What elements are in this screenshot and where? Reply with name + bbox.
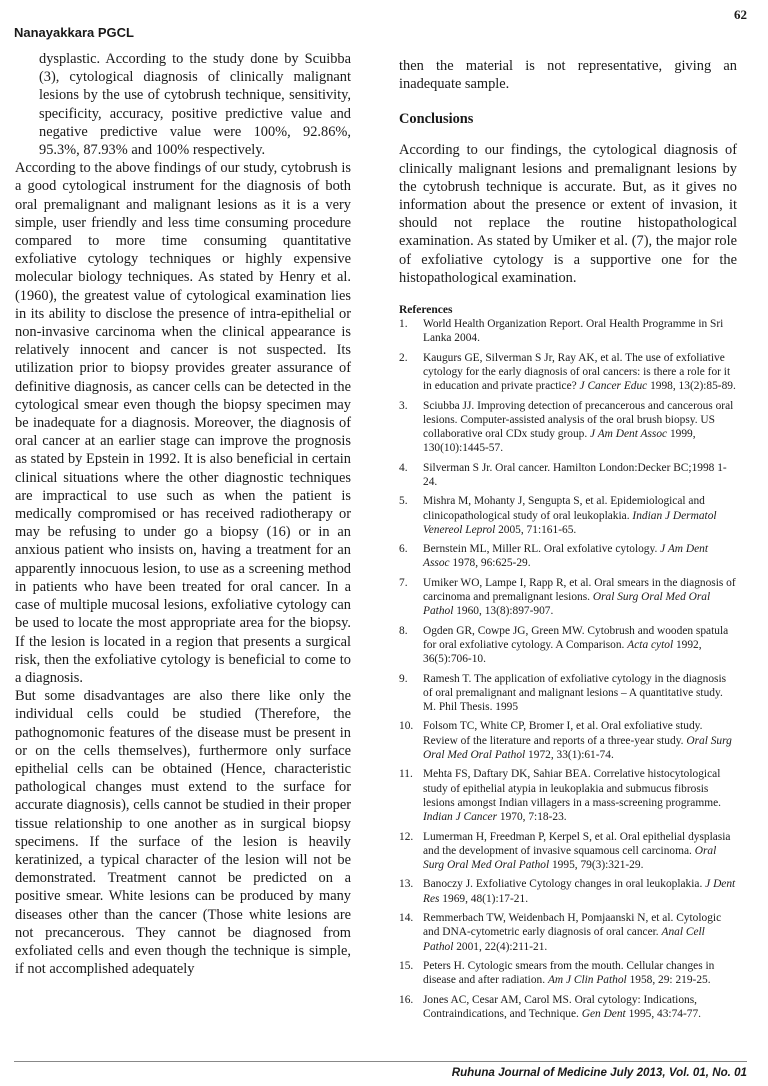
reference-item	[399, 877, 737, 906]
conclusions-heading: Conclusions	[399, 111, 474, 128]
reference-pre: Kaugurs GE, Silverman S Jr, Ray AK, et al. The use of exfoliative cytology for the early diagnosis of oral cancers: is there a role for it in education and private practice?	[423, 351, 731, 393]
reference-item	[399, 672, 737, 715]
reference-number: 7.	[399, 576, 408, 589]
reference-pre: Banoczy J. Exfoliative Cytology changes in oral leukoplakia.	[423, 878, 706, 891]
footer-divider	[14, 1061, 747, 1062]
reference-item	[399, 317, 737, 346]
reference-item	[399, 351, 737, 394]
reference-post: 1998, 13(2):85-89.	[647, 380, 736, 393]
reference-number: 3.	[399, 399, 408, 412]
reference-post: 1978, 96:625-29.	[449, 557, 531, 570]
reference-journal: J Am Dent Assoc	[423, 543, 709, 570]
page-number: 62	[734, 7, 747, 22]
reference-journal: Gen Dent	[581, 1007, 626, 1020]
reference-number: 4.	[399, 461, 408, 474]
reference-number: 6.	[399, 543, 408, 556]
reference-post: 2001, 22(4):211-21.	[453, 940, 548, 953]
reference-text	[423, 542, 737, 571]
reference-item	[399, 624, 737, 667]
reference-journal: J Dent Res	[423, 878, 736, 905]
reference-journal: J Cancer Educ	[579, 380, 648, 393]
reference-journal: Oral Surg Oral Med Oral Pathol	[423, 591, 711, 618]
reference-post: 1972, 33(1):61-74.	[525, 749, 614, 762]
reference-post: 1958, 29: 219-25.	[626, 974, 711, 987]
reference-post: 1995, 79(3):321-29.	[549, 859, 644, 872]
reference-number: 1.	[399, 318, 408, 331]
reference-journal: Acta cytol	[627, 638, 674, 651]
reference-text	[423, 993, 737, 1022]
reference-pre: Mehta FS, Daftary DK, Sahiar BEA. Correlative histocytological study of epithelial atypia in leukoplakia and submucus fibrosis lesions amongst Indian villagers in a mass-screening programme.	[423, 768, 721, 809]
reference-text	[423, 461, 737, 490]
reference-item	[399, 911, 737, 954]
reference-journal: Indian J Dermatol Venereol Leprol	[423, 509, 717, 536]
reference-item	[399, 399, 737, 456]
reference-pre: Remmerbach TW, Weidenbach H, Pomjaanski N, et al. Cytologic and DNA-cytometric early diagnosis of oral cancer.	[423, 912, 722, 939]
right-column	[399, 57, 737, 1026]
journal-footer: Ruhuna Journal of Medicine July 2013, Vol. 01, No. 01	[451, 1066, 747, 1079]
reference-number: 10.	[399, 720, 414, 733]
reference-item	[399, 461, 737, 490]
reference-number: 2.	[399, 351, 408, 364]
continuation-paragraph: then the material is not representative, giving an inadequate sample.	[399, 58, 737, 93]
references-list	[399, 317, 737, 1021]
reference-number: 14.	[399, 912, 414, 925]
reference-text	[423, 830, 737, 873]
reference-text	[423, 767, 737, 824]
reference-pre: Jones AC, Cesar AM, Carol MS. Oral cytology: Indications, Contraindications, and Technique.	[423, 993, 697, 1020]
reference-text	[423, 672, 737, 715]
reference-item	[399, 767, 737, 824]
reference-number: 12.	[399, 830, 414, 843]
reference-number: 15.	[399, 959, 414, 972]
conclusions-paragraph: According to our findings, the cytological diagnosis of clinically malignant lesions and premalignant lesions by the cytobrush technique is accurate. But, as it gives no information about the presence or extent of invasion, it should not replace the routine histopathological examination. As stated by Umiker et al. (7), the major role of exfoliative cytology is a supportive one for the histopathological examination.	[399, 142, 737, 286]
reference-pre: World Health Organization Report. Oral Health Programme in Sri Lanka 2004.	[423, 318, 724, 345]
reference-pre: Ramesh T. The application of exfoliative cytology in the diagnosis of oral premalignant and malignant lesions – A quantitative study. M. Phil Thesis. 1995	[423, 672, 727, 714]
reference-item	[399, 494, 737, 537]
reference-item	[399, 576, 737, 619]
reference-pre: Silverman S Jr. Oral cancer. Hamilton London:Decker BC;1998 1-24.	[423, 461, 727, 488]
reference-item	[399, 719, 737, 762]
reference-text	[423, 959, 737, 988]
reference-pre: Umiker WO, Lampe I, Rapp R, et al. Oral smears in the diagnosis of carcinoma and premalignant lesions.	[423, 576, 736, 604]
reference-text	[423, 624, 737, 667]
reference-journal: Anal Cell Pathol	[423, 926, 705, 953]
reference-number: 5.	[399, 495, 408, 508]
reference-pre: Ogden GR, Cowpe JG, Green MW. Cytobrush and wooden spatula for oral exfoliative cytology. A Comparison.	[423, 624, 729, 651]
reference-journal: Oral Surg Oral Med Oral Pathol	[423, 734, 732, 762]
reference-text	[423, 576, 737, 619]
reference-post: 2005, 71:161-65.	[495, 523, 577, 536]
reference-item	[399, 542, 737, 571]
body-paragraph-1: According to the above findings of our study, cytobrush is a good cytological instrument for the diagnosis of both oral premalignant and malignant lesions as it is a very simple, user friendly and less time consuming procedure compared to more time consuming quantitative exfoliative cytology techniques or highly expensive molecular biology techniques. As stated by Henry et al. (1960), the greatest value of cytological examination lies in its ability to disclose the presence of intra-epithelial or non-invasive carcinoma when the clinical appearance is relatively innocent and cancer is not suspected. Its utilization prior to biopsy provides greater assurance of definitive diagnosis, as cancer cells can be detected in the cytological smear even though the biopsy specimen may be inadequate for a diagnosis. Moreover, the diagnosis of oral cancer at an earlier stage can improve the prognosis as stated by Epstein in 1992. It is also beneficial in certain clinical situations where the other diagnostic techniques are impractical to use such as when the patient is medically compromised or has received radiotherapy or may be refusing to under go a biopsy (16) or in an anxious patient who insists on, having a treatment for an apparently innocuous lesion, to use as a screening method in patients who have been treated for oral cancer. In a case of multiple mucosal lesions, exfoliative cytology can be used to locate the most appropriate area for the biopsy. If the lesion is located in a region that presents a surgical risk, then the exfoliative cytology is beneficial to come to a diagnosis.	[15, 160, 351, 686]
reference-item	[399, 830, 737, 873]
reference-post: 1999, 130(10):1445-57.	[423, 428, 696, 455]
reference-pre: Lumerman H, Freedman P, Kerpel S, et al. Oral epithelial dysplasia and the development of invasive squamous cell carcinoma.	[423, 830, 731, 857]
indented-paragraph: dysplastic. According to the study done by Scuibba (3), cytological diagnosis of clinically malignant lesions by the use of cytobrush technique, sensitivity, specificity, accuracy, positive predictive value and negative predictive value were 100%, 92.86%, 95.3%, 87.93% and 100% respectively.	[39, 51, 351, 159]
reference-number: 9.	[399, 672, 408, 685]
reference-text	[423, 317, 737, 346]
reference-post: 1960, 13(8):897-907.	[453, 605, 554, 618]
reference-text	[423, 877, 737, 906]
reference-number: 16.	[399, 993, 414, 1006]
body-paragraph-2: But some disadvantages are also there like only the individual cells could be studied (Therefore, the pathognomonic features of the disease must be present in or on the cells themselves), furthermore only surface epithelial cells can be obtained (Hence, characteristic pathological changes must extend to the surface for accurate diagnosis), cells cannot be studied in their proper tissue relationship to one another as in surgical biopsy specimens. If the surface of the lesion is heavily keratinized, a typical character of the lesion will not be demonstrated. Treatment cannot be predicted on a positive smear. White lesions can be produced by many diseases other than the cancer (Those white lesions are not precancerous. They cannot be diagnosed from exfoliated cells and even though the technique is simple, if not accomplished adequately	[15, 688, 351, 978]
reference-pre: Mishra M, Mohanty J, Sengupta S, et al. Epidemiological and clinicopathological study of oral leukoplakia.	[423, 495, 705, 522]
reference-pre: Folsom TC, White CP, Bromer I, et al. Oral exfoliative study. Review of the literature and reports of a three-year study.	[423, 720, 703, 747]
reference-journal: J Am Dent Assoc	[590, 428, 668, 441]
reference-number: 8.	[399, 624, 408, 637]
reference-number: 11.	[399, 768, 413, 781]
reference-item	[399, 959, 737, 988]
reference-post: 1969, 48(1):17-21.	[439, 892, 529, 905]
running-header-author: Nanayakkara PGCL	[14, 25, 134, 40]
reference-item	[399, 993, 737, 1022]
reference-journal: Indian J Cancer	[423, 811, 498, 824]
reference-journal: Oral Surg Oral Med Oral Pathol	[423, 844, 717, 872]
reference-pre: Sciubba JJ. Improving detection of precancerous and cancerous oral lesions. Computer-assisted analysis of the oral brush biopsy. US collaborative oral CDx study group.	[423, 399, 734, 441]
reference-post: 1992, 36(5):706-10.	[423, 638, 702, 666]
reference-text	[423, 911, 737, 954]
reference-post: 1995, 43:74-77.	[625, 1007, 702, 1020]
reference-pre: Bernstein ML, Miller RL. Oral exfolative cytology.	[423, 543, 661, 556]
reference-number: 13.	[399, 878, 414, 891]
reference-text	[423, 719, 737, 762]
reference-journal: Am J Clin Pathol	[547, 974, 627, 987]
left-column	[15, 50, 351, 978]
reference-post: 1970, 7:18-23.	[497, 811, 567, 824]
reference-text	[423, 399, 737, 456]
reference-text	[423, 494, 737, 537]
reference-pre: Peters H. Cytologic smears from the mouth. Cellular changes in disease and after radiation.	[423, 959, 715, 987]
reference-text	[423, 351, 737, 394]
references-heading: References	[399, 304, 453, 317]
